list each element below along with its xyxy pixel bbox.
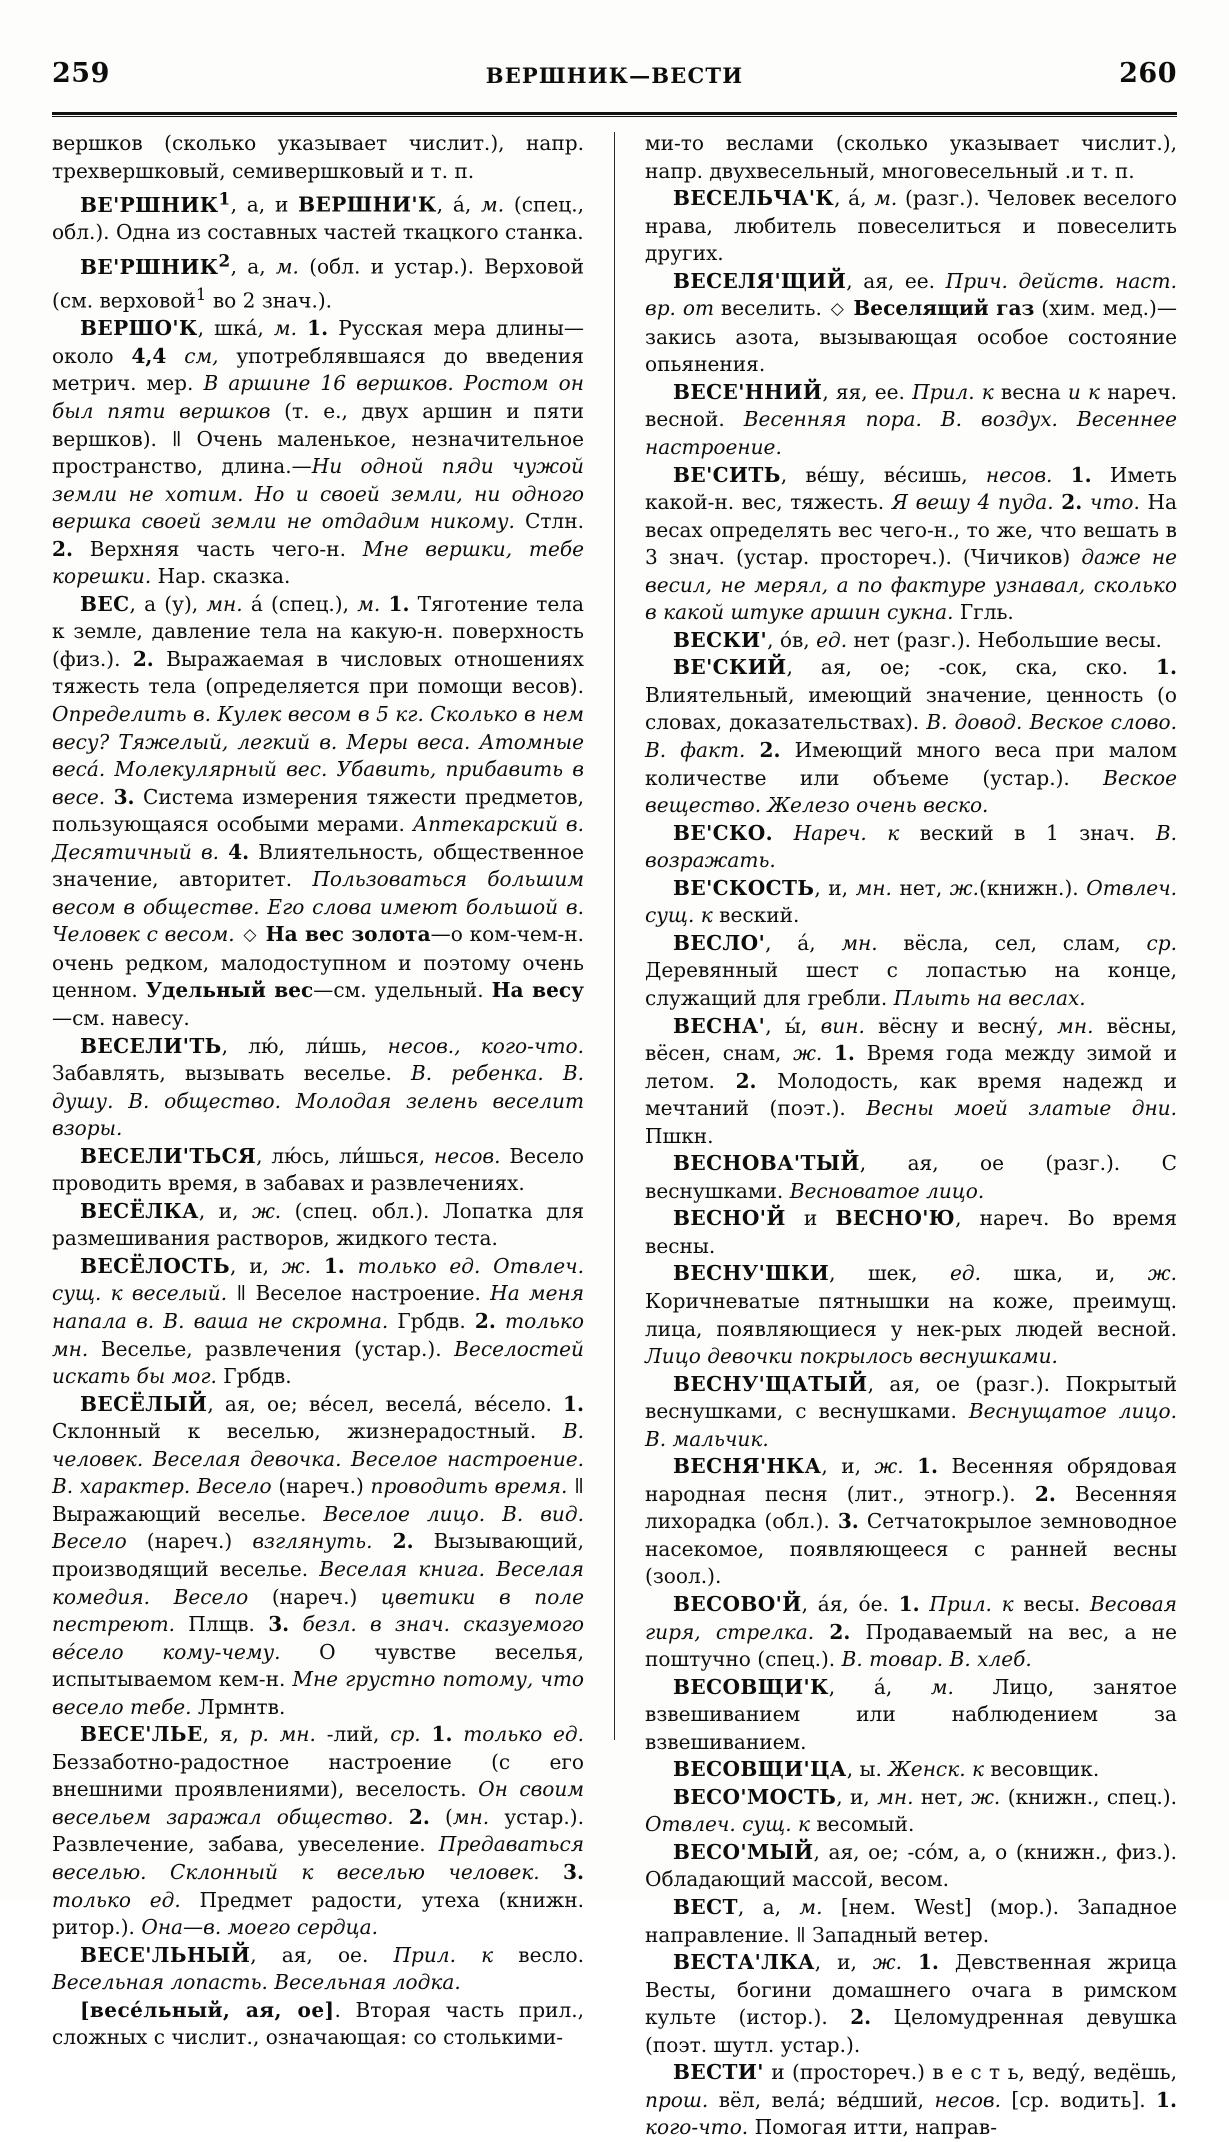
dictionary-entry: ВЕСНОВА'ТЫЙ, ая, ое (разг.). С веснушками. Весноватое лицо. bbox=[645, 1151, 1177, 1203]
dictionary-entry: [весе́льный, ая, ое]. Вторая часть прил., сложных с числит., означающая: со столькими- bbox=[52, 1997, 584, 2050]
dictionary-entry: ВЕСОВЩИ'ЦА, ы. Женск. к весовщик. bbox=[673, 1757, 1100, 1782]
dictionary-entry: ВЕ'РШНИК$^2$, а, м. (обл. и устар.). Верховой (см. верховой$^1$ во 2 знач.). bbox=[52, 249, 585, 313]
dictionary-entry: ВЕ'СИТЬ, ве́шу, ве́сишь, несов. 1. Иметь какой-н. вес, тяжесть. Я вешу 4 пуда. 2. что. На весах определять вес чего-н., то же, что вешать в 3 знач. (устар. простореч.). (Чичиков) даже не весил, не мерял, а по фактуре узнавал, сколько в какой штуке аршин сукна. Ггль. bbox=[645, 462, 1177, 625]
dictionary-entry: ВЕСЁЛЫЙ, ая, ое; ве́сел, весела́, ве́село. 1. Склонный к веселью, жизнерадостный. В. человек. Веселая девочка. Веселое настроение. В. характер. Весело (нареч.) проводить время. ǁ Выражающий веселье. Веселое лицо. В. вид. Весело (нареч.) взглянуть. 2. Вызывающий, производящий веселье. Веселая книга. Веселая комедия. Весело (нареч.) цветики в поле пестреют. Плщв. 3. безл. в знач. сказуемого ве́село кому-чему. О чувстве веселья, испытываемом кем-н. Мне грустно потому, что весело тебе. Лрмнтв. bbox=[52, 1391, 584, 1719]
dictionary-entry: ВЕС, а (у), мн. á (спец.), м. 1. Тяготение тела к земле, давление тела на какую-н. поверхность (физ.). 2. Выражаемая в числовых отношениях тяжесть тела (определяется при помощи весов). Определить в. Кулек весом в 5 кг. Сколько в нем весу? Тяжелый, легкий в. Меры веса. Атомные веса́. Молекулярный вес. Убавить, прибавить в весе. 3. Система измерения тяжести предметов, пользующаяся особыми мерами. Аптекарский в. Десятичный в. 4. Влиятельность, общественное значение, авторитет. Пользоваться большим весом в обществе. Его слова имеют большой в. Человек с весом. ◇ На вес золота—о ком-чем-н. очень редком, малодоступном и поэтому очень ценном. Удельный вес—см. удельный. На весу—см. навесу. bbox=[52, 591, 585, 1031]
dictionary-entry: ВЕСКИ', о́в, ед. нет (разг.). Небольшие весы. bbox=[673, 627, 1162, 652]
dictionary-entry: ВЕСЕЛИ'ТЬСЯ, лю́сь, ли́шься, несов. Весело проводить время, в забавах и развлечениях. bbox=[52, 1143, 584, 1196]
running-title: ВЕРШНИК—ВЕСТИ bbox=[485, 63, 744, 88]
dictionary-entry: ВЕСНУ'ШКИ, шек, ед. шка, и, ж. Коричневатые пятнышки на коже, преимущ. лица, появляющиеся у нек-рых людей весной. Лицо девочки покрылось веснушками. bbox=[645, 1261, 1177, 1369]
dictionary-entry: ВЕСО'МОСТЬ, и, мн. нет, ж. (книжн., спец.). Отвлеч. сущ. к весомый. bbox=[645, 1784, 1177, 1837]
dictionary-entry: ВЕСЁЛКА, и, ж. (спец. обл.). Лопатка для размешивания растворов, жидкого теста. bbox=[52, 1198, 584, 1251]
dictionary-entry: ВЕ'РШНИК$^1$, а, и ВЕРШНИ'К, á, м. (спец., обл.). Одна из составных частей ткацкого станка. bbox=[52, 188, 584, 245]
dictionary-entry: ВЕСЕ'ННИЙ, яя, ее. Прил. к весна и к нареч. весной. Весенняя пора. В. воздух. Весеннее настроение. bbox=[645, 379, 1177, 460]
dictionary-entry: ВЕ'СКОСТЬ, и, мн. нет, ж.(книжн.). Отвлеч. сущ. к веский. bbox=[645, 875, 1178, 928]
dictionary-entry: ВЕСЕЛЯ'ЩИЙ, ая, ее. Прич. действ. наст. вр. от веселить. ◇ Веселящий газ (хим. мед.)—закись азота, вызывающая особое состояние опьянения. bbox=[645, 268, 1177, 377]
header-rule bbox=[52, 112, 1177, 117]
dictionary-entry: ВЕСТИ' и (простореч.) в е с т ь, веду́, ведёшь, прош. вёл, вела́; ве́дший, несов. [ср. водить]. 1. кого-что. Помогая итти, направ- bbox=[645, 2060, 1177, 2140]
column-divider bbox=[614, 132, 615, 1740]
dictionary-entry: ВЕСЕ'ЛЬНЫЙ, ая, ое. Прил. к весло. Весельная лопасть. Весельная лодка. bbox=[52, 1942, 584, 1995]
dictionary-entry: ВЕСЁЛОСТЬ, и, ж. 1. только ед. Отвлеч. сущ. к веселый. ǁ Веселое настроение. На меня напала в. В. ваша не скромна. Грбдв. 2. только мн. Веселье, развлечения (устар.). Веселостей искать бы мог. Грбдв. bbox=[52, 1253, 585, 1389]
dictionary-entry: ВЕСТ, а, м. [нем. West] (мор.). Западное направление. ǁ Западный ветер. bbox=[645, 1895, 1177, 1947]
dictionary-entry: ВЕРШО'К, шка́, м. 1. Русская мера длины—около 4,4 см, употреблявшаяся до введения метрич. мер. В аршине 16 вершков. Ростом он был пяти вершков (т. е., двух аршин и пяти вершков). ǁ Очень маленькое, незначительное пространство, длина.—Ни одной пяди чужой земли не хотим. Но и своей земли, ни одного вершка своей земли не отдадим никому. Стлн. 2. Верхняя часть чего-н. Мне вершки, тебе корешки. Нар. сказка. bbox=[52, 316, 584, 589]
dictionary-entry: ВЕСЕЛЬЧА'К, á, м. (разг.). Человек веселого нрава, любитель повеселиться и повеселить других. bbox=[645, 186, 1178, 266]
dictionary-entry: ВЕСТА'ЛКА, и, ж. 1. Девственная жрица Весты, богини домашнего очага в римском культе (истор.). 2. Целомудренная девушка (поэт. шутл. устар.). bbox=[645, 1950, 1177, 2057]
dictionary-entry: ВЕСНУ'ЩАТЫЙ, ая, ое (разг.). Покрытый веснушками, с веснушками. Веснущатое лицо. В. мальчик. bbox=[645, 1371, 1177, 1451]
dictionary-entry: ВЕСНЯ'НКА, и, ж. 1. Весенняя обрядовая народная песня (лит., этногр.). 2. Весенняя лихорадка (обл.). 3. Сетчатокрылое земноводное насекомое, появляющееся с ранней весны (зоол.). bbox=[645, 1454, 1178, 1589]
dictionary-entry: ВЕСО'МЫЙ, ая, ое; -со́м, а, о (книжн., физ.). Обладающий массой, весом. bbox=[645, 1839, 1177, 1892]
carryover-paragraph: ми-то веслами (сколько указывает числит.), напр. двухвесельный, многовесельный .и т. п. bbox=[645, 131, 1177, 183]
dictionary-entry: ВЕСОВЩИ'К, á, м. Лицо, занятое взвешиванием или наблюдением за взвешиванием. bbox=[645, 1674, 1177, 1754]
carryover-paragraph: вершков (сколько указывает числит.), напр. трехвершковый, семивершковый и т. п. bbox=[52, 131, 584, 183]
dictionary-entry: ВЕСНА', ы́, вин. вёсну и весну́, мн. вёсны, вёсен, снам, ж. 1. Время года между зимой и летом. 2. Молодость, как время надежд и мечтаний (поэт.). Весны моей златые дни. Пшкн. bbox=[645, 1013, 1178, 1148]
dictionary-entry: ВЕ'СКО. Нареч. к веский в 1 знач. В. возражать. bbox=[645, 820, 1178, 873]
dictionary-entry: ВЕСЛО', á, мн. вёсла, сел, слам, ср. Деревянный шест с лопастью на конце, служащий для гребли. Плыть на веслах. bbox=[645, 930, 1178, 1010]
folio-left: 259 bbox=[52, 58, 110, 89]
dictionary-entry: ВЕСЕ'ЛЬЕ, я, р. мн. -лий, ср. 1. только ед. Беззаботно-радостное настроение (с его внешними проявлениями), веселость. Он своим весельем заражал общество. 2. (мн. устар.). Развлечение, забава, увеселение. Предаваться веселью. Склонный к веселью человек. 3. только ед. Предмет радости, утеха (книжн. ритор.). Она—в. моего сердца. bbox=[52, 1722, 585, 1940]
folio-right: 260 bbox=[1119, 58, 1177, 89]
running-head bbox=[52, 58, 1177, 102]
dictionary-entry: ВЕ'СКИЙ, ая, ое; -сок, ска, ско. 1. Влиятельный, имеющий значение, ценность (о словах, доказательствах). В. довод. Веское слово. В. факт. 2. Имеющий много веса при малом количестве или объеме (устар.). Веское вещество. Железо очень веско. bbox=[645, 655, 1177, 818]
column-left bbox=[52, 130, 584, 2052]
dictionary-entry: ВЕСОВО'Й, áя, óе. 1. Прил. к весы. Весовая гиря, стрелка. 2. Продаваемый на вес, а не поштучно (спец.). В. товар. В. хлеб. bbox=[645, 1591, 1177, 1672]
dictionary-entry: ВЕСЕЛИ'ТЬ, лю́, ли́шь, несов., кого-что. Забавлять, вызывать веселье. В. ребенка. В. душу. В. общество. Молодая зелень веселит взоры. bbox=[52, 1033, 585, 1141]
column-right bbox=[645, 130, 1177, 2142]
dictionary-entry: ВЕСНО'Й и ВЕСНО'Ю, нареч. Во время весны. bbox=[645, 1206, 1177, 1258]
